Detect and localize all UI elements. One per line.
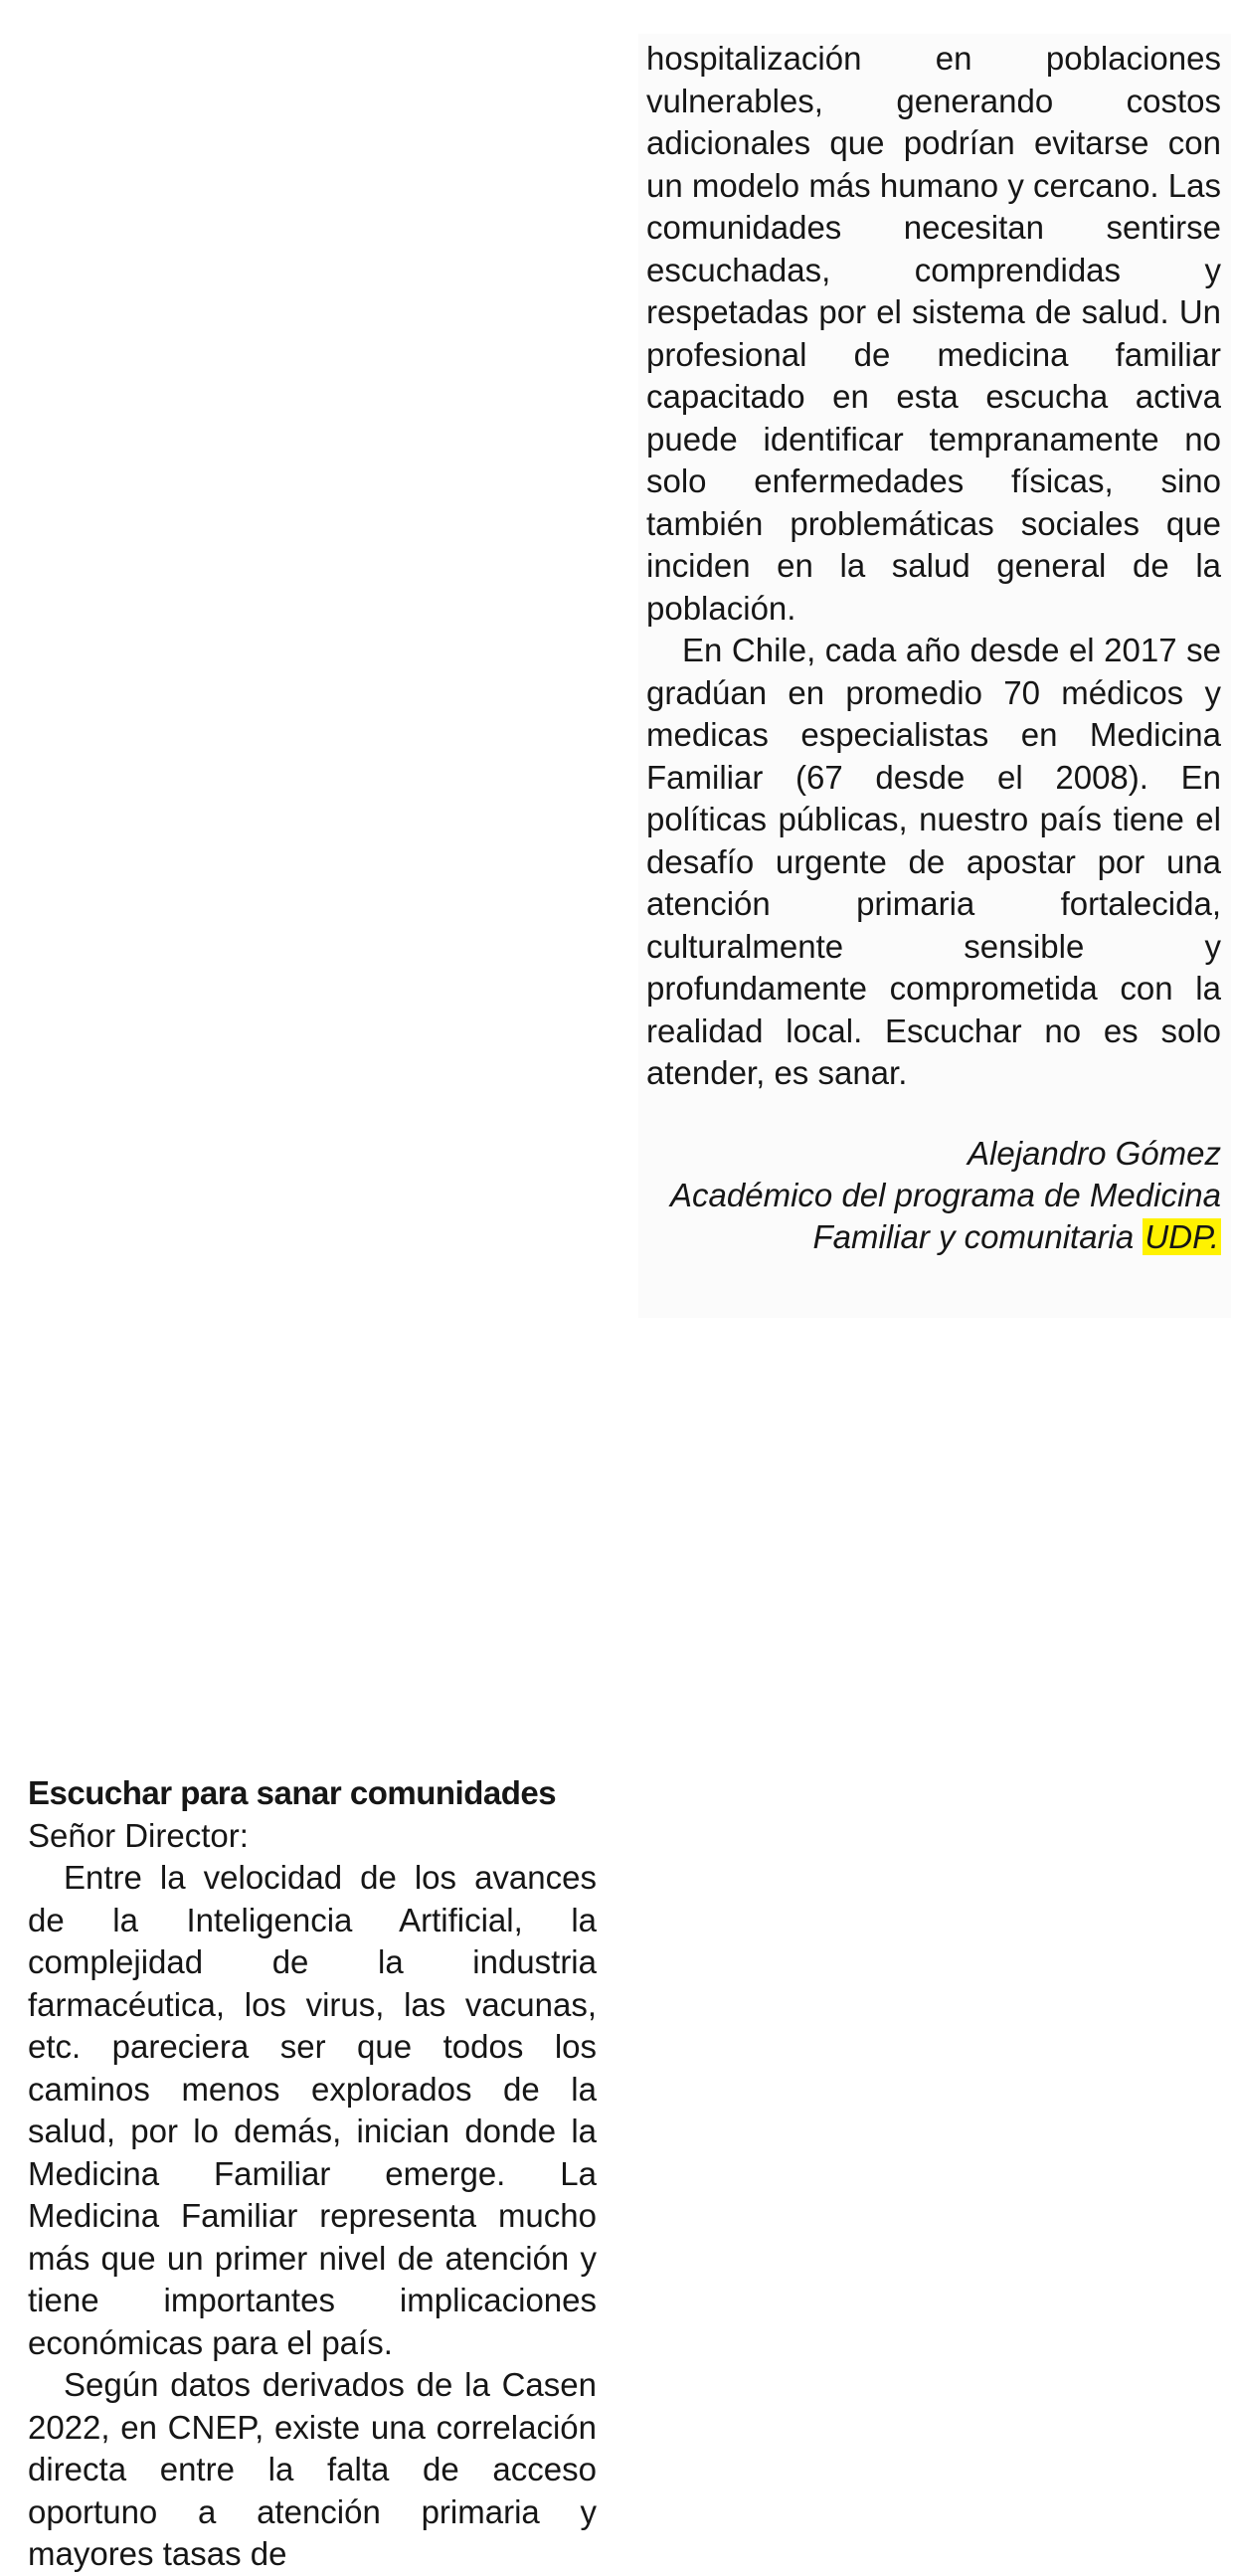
author-program-text: Familiar y comunitaria xyxy=(812,1217,1135,1255)
signature-block xyxy=(646,1133,1221,1258)
author-name: Alejandro Gómez xyxy=(968,1134,1221,1172)
body-paragraph: En Chile, cada año desde el 2017 se gradúan en promedio 70 médicos y medicas especialistas en Medicina Familiar (67 desde el 2008). En políticas públicas, nuestro país tiene el desafío urgente de apostar por una atención primaria fortalecida, culturalmente sensible y profundamente comprometida con la realidad local. Escuchar no es solo atender, es sanar. xyxy=(646,632,1221,1091)
letter-title: Escuchar para sanar comunidades xyxy=(28,1774,557,1811)
author-role: Académico del programa de Medicina xyxy=(670,1176,1221,1213)
body-paragraph: hospitalización en poblaciones vulnerables, generando costos adicionales que podrían evitarse con un modelo más humano y cercano. Las comunidades necesitan sentirse escuchadas, comprendidas y respetadas por el sistema de salud. Un profesional de medicina familiar capacitado en esta escucha activa puede identificar tempranamente no solo enfermedades físicas, sino también problemáticas sociales que inciden en la salud general de la población. xyxy=(646,40,1221,627)
author-program xyxy=(646,1216,1221,1258)
letter-start-column xyxy=(28,1772,597,2576)
body-paragraph: Según datos derivados de la Casen 2022, en CNEP, existe una correlación directa entre la falta de acceso oportuno a atención primaria y mayores tasas de xyxy=(28,2366,597,2572)
letter-greeting: Señor Director: xyxy=(28,1816,249,1854)
body-paragraph: Entre la velocidad de los avances de la Inteligencia Artificial, la complejidad de la industria farmacéutica, los virus, las vacunas, etc. pareciera ser que todos los caminos menos explorados de la salud, por lo demás, inician donde la Medicina Familiar emerge. La Medicina Familiar representa mucho más que un primer nivel de atención y tiene importantes implicaciones económicas para el país. xyxy=(28,1859,597,2361)
letter-continuation-column xyxy=(638,34,1231,1318)
highlighted-institution: UDP. xyxy=(1145,1217,1219,1255)
